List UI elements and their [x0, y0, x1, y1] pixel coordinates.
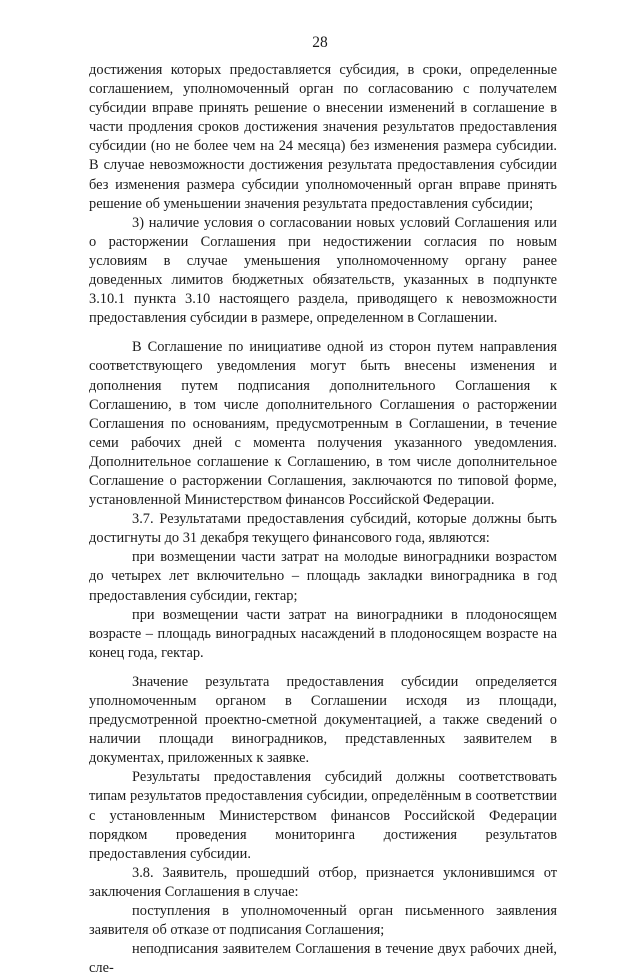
paragraph-item-3: 3) наличие условия о согласовании новых условий Соглашения или о расторжении Соглашения при недостижении согласия по новым условиям в случае уменьшения уполномоченному органу ранее доведенных лимитов бюджетных обязательств, указанных в подпункте 3.10.1 пункта 3.10 настоящего раздела, приводящего к невозможности предоставления субсидии в размере, определенном в Соглашении. — [89, 214, 557, 327]
paragraph-young-vineyards: при возмещении части затрат на молодые виноградники возрастом до четырех лет включительно – площадь закладки виноградника в год предоставления субсидии, гектар; — [89, 549, 557, 604]
paragraph-3-7: 3.7. Результатами предоставления субсидий, которые должны быть достигнуты до 31 декабря текущего финансового года, являются: — [89, 511, 557, 547]
paragraph-not-signed: неподписания заявителем Соглашения в течение двух рабочих дней, сле- — [89, 941, 557, 977]
paragraph-written-refusal: поступления в уполномоченный орган письменного заявления заявителя об отказе от подписания Соглашения; — [89, 903, 557, 939]
paragraph-result-types: Результаты предоставления субсидий должны соответствовать типам результатов предоставления субсидии, определённым в соответствии с установленным Министерством финансов Российской Федерации порядком проведения мониторинга достижения результатов предоставления субсидии. — [89, 769, 557, 862]
paragraph-fruiting-vineyards: при возмещении части затрат на виноградники в плодоносящем возрасте – площадь виноградных насаждений в плодоносящем возрасте на конец года, гектар. — [89, 606, 557, 661]
paragraph-3-8: 3.8. Заявитель, прошедший отбор, признается уклонившимся от заключения Соглашения в случае: — [89, 864, 557, 900]
paragraph-continuation: достижения которых предоставляется субсидия, в сроки, определенные соглашением, уполномоченный орган по согласованию с получателем субсидии вправе принять решение о внесении изменений в соглашение в части продления сроков достижения значения результатов предоставления субсидии (но не более чем на 24 месяца) без изменения размера субсидии. В случае невозможности достижения результата предоставления субсидии без изменения размера субсидии уполномоченный орган вправе принять решение об уменьшении значения результата предоставления субсидии; — [89, 62, 557, 212]
paragraph-agreement-amendments: В Соглашение по инициативе одной из сторон путем направления соответствующего уведомления могут быть внесены изменения и дополнения путем подписания дополнительного Соглашения к Соглашению, в том числе дополнительного Соглашения о расторжении Соглашения по основаниям, предусмотренным в Соглашении, в течение семи рабочих дней с момента получения указанного уведомления. Дополнительное соглашение к Соглашению, в том числе дополнительное Соглашение о расторжении Соглашения, заключаются по типовой форме, установленной Министерством финансов Российской Федерации. — [89, 339, 557, 509]
page-number: 28 — [312, 34, 328, 51]
document-body — [89, 61, 557, 978]
paragraph-result-value: Значение результата предоставления субсидии определяется уполномоченным органом в Соглашении исходя из площади, предусмотренной проектно-сметной документацией, а также сведений о наличии площади виноградников, представленных заявителем в документах, приложенных к заявке. — [89, 673, 557, 767]
